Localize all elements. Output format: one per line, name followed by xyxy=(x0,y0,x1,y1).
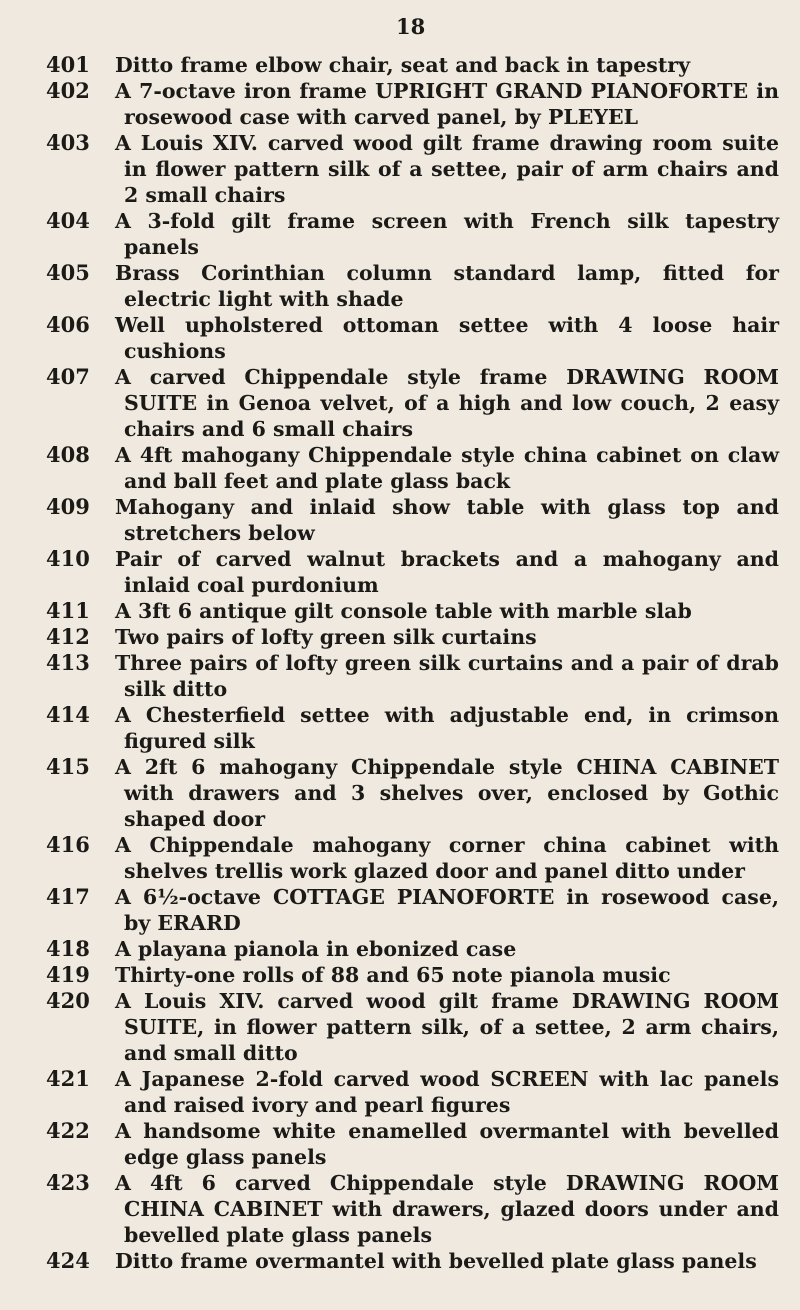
lot-number: 408 xyxy=(46,442,90,467)
lot-number: 424 xyxy=(46,1248,90,1273)
lot-entry xyxy=(0,494,800,546)
lot-description: A Louis XIV. carved wood gilt frame DRAWING ROOM SUITE, in flower pattern silk, of a settee, 2 arm chairs, and small ditto xyxy=(115,989,779,1065)
lot-entry xyxy=(0,130,800,208)
lot-entry xyxy=(0,598,800,624)
lot-list xyxy=(0,52,800,1274)
lot-description: Pair of carved walnut brackets and a mahogany and inlaid coal purdonium xyxy=(115,547,779,597)
lot-entry xyxy=(0,546,800,598)
lot-description: A 4ft mahogany Chippendale style china cabinet on claw and ball feet and plate glass back xyxy=(115,443,779,493)
lot-number: 410 xyxy=(46,546,90,571)
lot-entry xyxy=(0,1066,800,1118)
lot-entry xyxy=(0,312,800,364)
lot-description: A Japanese 2-fold carved wood SCREEN with lac panels and raised ivory and pearl figures xyxy=(115,1067,779,1117)
lot-number: 415 xyxy=(46,754,90,779)
lot-entry xyxy=(0,884,800,936)
lot-number: 403 xyxy=(46,130,90,155)
lot-entry xyxy=(0,936,800,962)
lot-description: A Chippendale mahogany corner china cabinet with shelves trellis work glazed door and panel ditto under xyxy=(115,833,779,883)
lot-number: 421 xyxy=(46,1066,90,1091)
lot-number: 413 xyxy=(46,650,90,675)
page-number: 18 xyxy=(396,14,426,39)
lot-description: A 3ft 6 antique gilt console table with marble slab xyxy=(115,599,692,623)
lot-number: 402 xyxy=(46,78,90,103)
lot-description: A 6½-octave COTTAGE PIANOFORTE in rosewood case, by ERARD xyxy=(115,885,779,935)
lot-number: 414 xyxy=(46,702,90,727)
lot-description: A handsome white enamelled overmantel with bevelled edge glass panels xyxy=(115,1119,779,1169)
lot-number: 404 xyxy=(46,208,90,233)
lot-description: A Louis XIV. carved wood gilt frame drawing room suite in flower pattern silk of a settee, pair of arm chairs and 2 small chairs xyxy=(115,131,779,207)
lot-entry xyxy=(0,988,800,1066)
lot-entry xyxy=(0,754,800,832)
lot-description: Ditto frame overmantel with bevelled plate glass panels xyxy=(115,1249,757,1273)
lot-entry xyxy=(0,832,800,884)
lot-description: A 2ft 6 mahogany Chippendale style CHINA CABINET with drawers and 3 shelves over, enclosed by Gothic shaped door xyxy=(115,755,779,831)
lot-number: 412 xyxy=(46,624,90,649)
lot-number: 405 xyxy=(46,260,90,285)
lot-description: Well upholstered ottoman settee with 4 loose hair cushions xyxy=(115,313,779,363)
lot-description: Brass Corinthian column standard lamp, fitted for electric light with shade xyxy=(115,261,779,311)
lot-number: 416 xyxy=(46,832,90,857)
lot-number: 411 xyxy=(46,598,90,623)
lot-number: 423 xyxy=(46,1170,90,1195)
lot-number: 419 xyxy=(46,962,90,987)
lot-entry xyxy=(0,442,800,494)
lot-entry xyxy=(0,364,800,442)
lot-entry xyxy=(0,52,800,78)
lot-description: A playana pianola in ebonized case xyxy=(115,937,517,961)
lot-entry xyxy=(0,1170,800,1248)
lot-number: 401 xyxy=(46,52,90,77)
lot-number: 409 xyxy=(46,494,90,519)
lot-description: Thirty-one rolls of 88 and 65 note pianola music xyxy=(115,963,671,987)
lot-entry xyxy=(0,208,800,260)
lot-entry xyxy=(0,650,800,702)
lot-description: Ditto frame elbow chair, seat and back in tapestry xyxy=(115,53,691,77)
lot-number: 407 xyxy=(46,364,90,389)
lot-description: A 7-octave iron frame UPRIGHT GRAND PIANOFORTE in rosewood case with carved panel, by PLEYEL xyxy=(115,79,779,129)
lot-entry xyxy=(0,702,800,754)
lot-description: Three pairs of lofty green silk curtains and a pair of drab silk ditto xyxy=(115,651,779,701)
lot-entry xyxy=(0,1248,800,1274)
lot-entry xyxy=(0,260,800,312)
lot-number: 420 xyxy=(46,988,90,1013)
lot-entry xyxy=(0,624,800,650)
lot-description: A Chesterfield settee with adjustable end, in crimson figured silk xyxy=(115,703,779,753)
lot-number: 406 xyxy=(46,312,90,337)
lot-number: 422 xyxy=(46,1118,90,1143)
lot-description: A carved Chippendale style frame DRAWING ROOM SUITE in Genoa velvet, of a high and low couch, 2 easy chairs and 6 small chairs xyxy=(115,365,779,441)
lot-entry xyxy=(0,962,800,988)
lot-entry xyxy=(0,78,800,130)
lot-description: A 3-fold gilt frame screen with French silk tapestry panels xyxy=(115,209,779,259)
lot-description: Mahogany and inlaid show table with glass top and stretchers below xyxy=(115,495,779,545)
lot-entry xyxy=(0,1118,800,1170)
lot-description: Two pairs of lofty green silk curtains xyxy=(115,625,537,649)
lot-number: 417 xyxy=(46,884,90,909)
lot-number: 418 xyxy=(46,936,90,961)
lot-description: A 4ft 6 carved Chippendale style DRAWING ROOM CHINA CABINET with drawers, glazed doors under and bevelled plate glass panels xyxy=(115,1171,779,1247)
